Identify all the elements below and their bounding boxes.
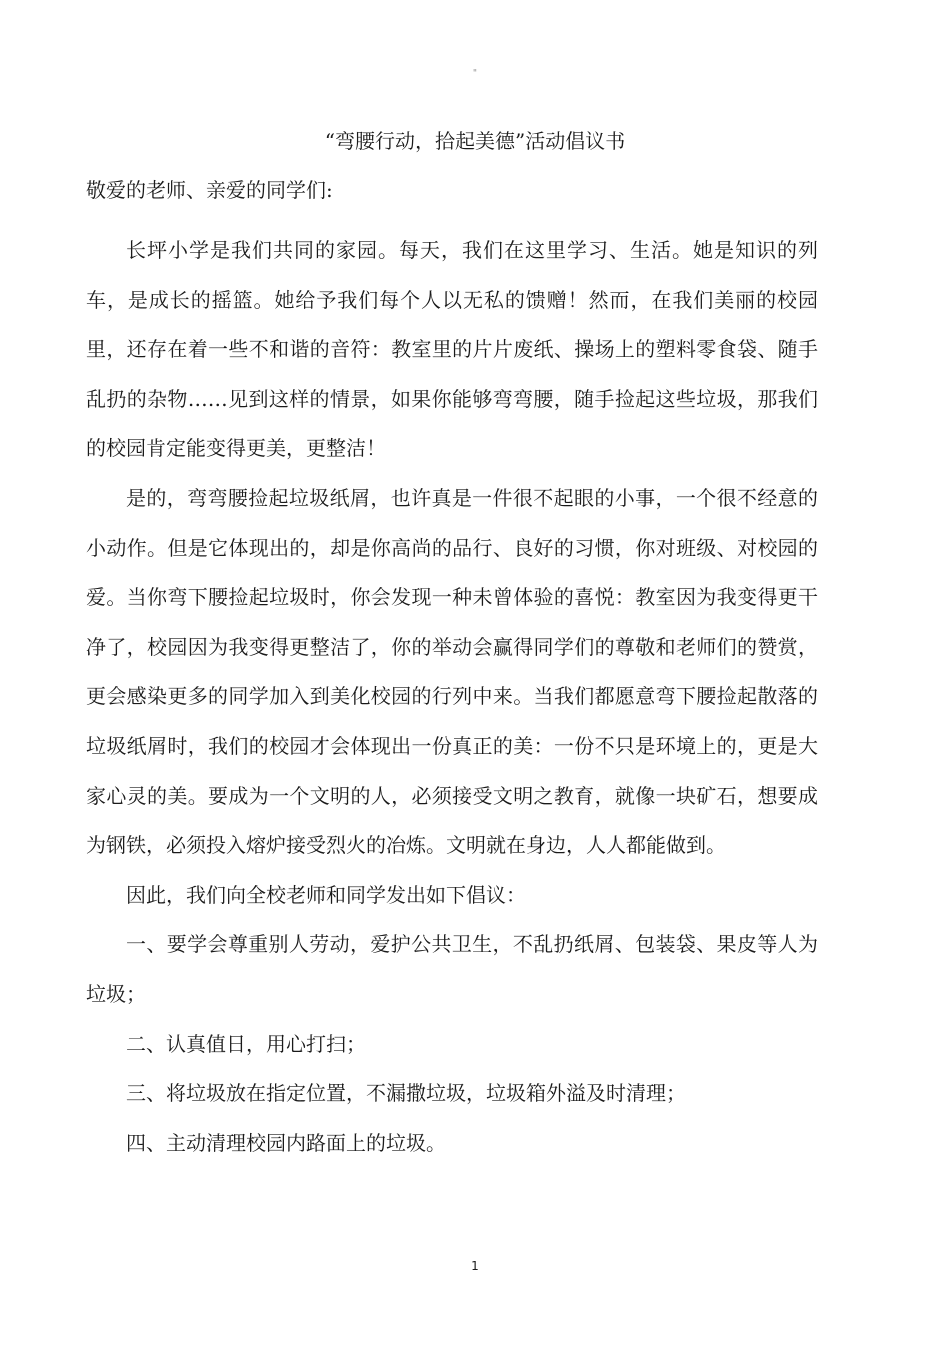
- header-mark: ": [472, 69, 478, 79]
- proposal-item-4: 四、主动清理校园内路面上的垃圾。: [126, 1130, 446, 1155]
- paragraph-significance: 是的，弯弯腰捡起垃圾纸屑，也许真是一件很不起眼的小事，一个很不经意的小动作。但是它体现出的，却是你高尚的品行、良好的习惯，你对班级、对校园的爱。当你弯下腰捡起垃圾时，你会发现一种未曾体验的喜悦：教室因为我变得更干净了，校园因为我变得更整洁了，你的举动会赢得同学们的尊敬和老师们的赞赏，更会感染更多的同学加入到美化校园的行列中来。当我们都愿意弯下腰捡起散落的垃圾纸屑时，我们的校园才会体现出一份真正的美：一份不只是环境上的，更是大家心灵的美。要成为一个文明的人，必须接受文明之教育，就像一块矿石，想要成为钢铁，必须投入熔炉接受烈火的冶炼。文明就在身边，人人都能做到。: [86, 485, 818, 858]
- page-number: 1: [471, 1259, 479, 1273]
- document-title: “弯腰行动，拾起美德”活动倡议书: [324, 129, 626, 153]
- paragraph-proposal-lead: 因此，我们向全校老师和同学发出如下倡议：: [126, 882, 526, 907]
- document-body: [86, 226, 818, 1168]
- proposal-item-3: 三、将垃圾放在指定位置，不漏撒垃圾，垃圾箱外溢及时清理；: [126, 1081, 686, 1106]
- paragraph-intro: 长坪小学是我们共同的家园。每天，我们在这里学习、生活。她是知识的列车，是成长的摇篮。她给予我们每个人以无私的馈赠！然而，在我们美丽的校园里，还存在着一些不和谐的音符：教室里的片片废纸、操场上的塑料零食袋、随手乱扔的杂物……见到这样的情景，如果你能够弯弯腰，随手捡起这些垃圾，那我们的校园肯定能变得更美，更整洁！: [86, 238, 818, 461]
- proposal-item-1: 一、要学会尊重别人劳动，爱护公共卫生，不乱扔纸屑、包装袋、果皮等人为垃圾；: [86, 932, 818, 1006]
- proposal-item-2: 二、认真值日，用心打扫；: [126, 1031, 366, 1056]
- salutation: 敬爱的老师、亲爱的同学们:: [86, 178, 333, 202]
